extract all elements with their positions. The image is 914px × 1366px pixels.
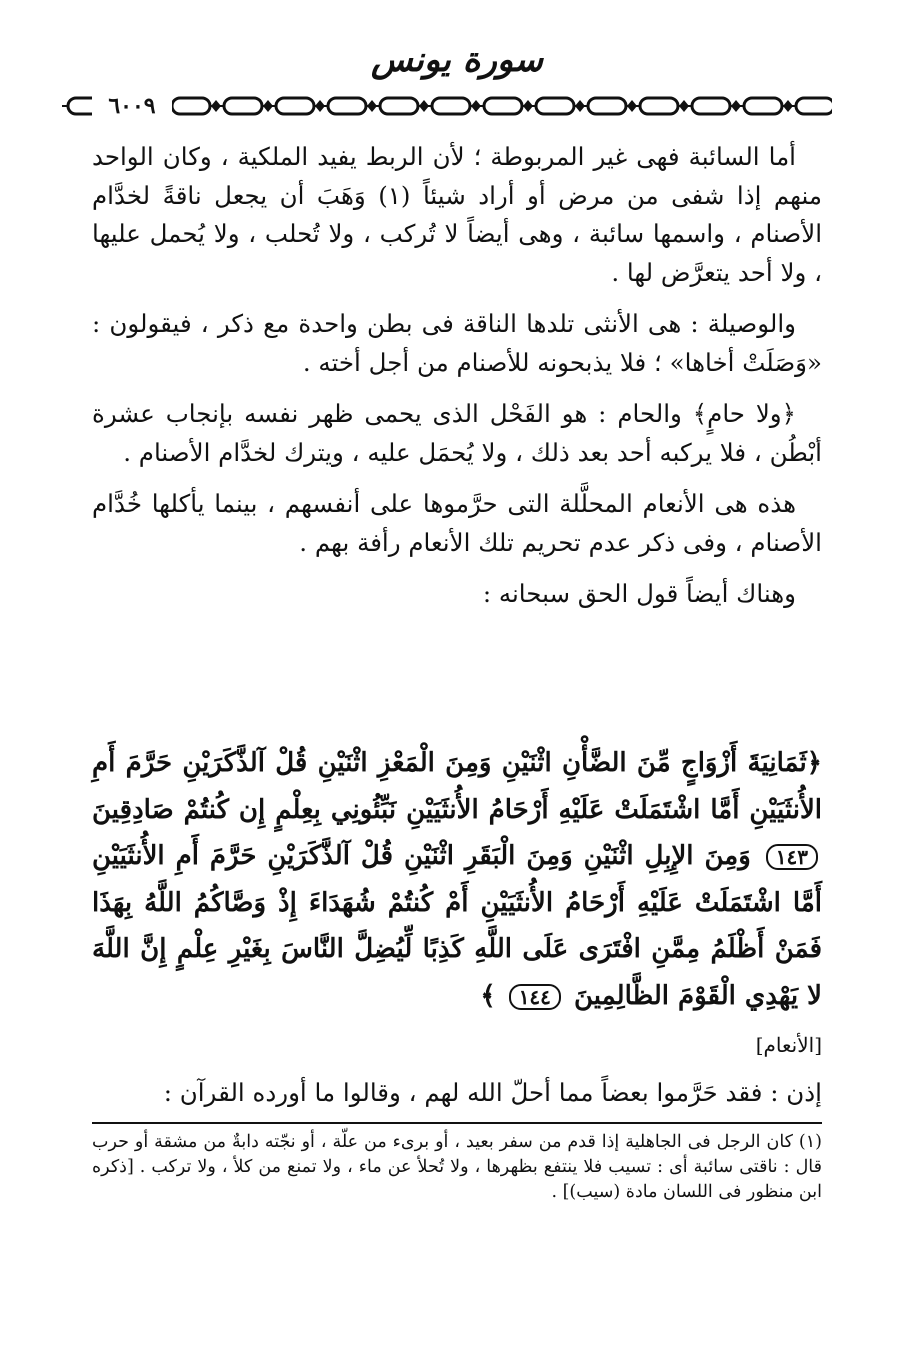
main-text	[92, 138, 822, 627]
paragraph-wasila: والوصيلة : هى الأنثى تلدها الناقة فى بطن واحدة مع ذكر ، فيقولون : «وَصَلَتْ أخاها» ؛ فلا يذبحونه للأصنام من أجل أخته .	[92, 309, 822, 377]
paragraph-saiba: أما السائبة فهى غير المربوطة ؛ لأن الربط يفيد الملكية ، وكان الواحد منهم إذا شفى من مرض أو أراد شيئاً (١) وَهَبَ أن يجعل ناقةً لخدَّام الأصنام ، واسمها سائبة ، وهى أيضاً لا تُركب ، ولا تُحلب ، ولا يُحمل عليها ، ولا أحد يتعرَّض لها .	[92, 142, 822, 287]
footnote-divider	[92, 1122, 822, 1124]
surah-title: سورة يونس	[371, 40, 543, 80]
verse-number-143: ١٤٣	[766, 844, 818, 870]
paragraph-anaam: هذه هى الأنعام المحلَّلة التى حرَّموها على أنفسهم ، بينما يأكلها خُدَّام الأصنام ، وفى ذكر عدم تحريم تلك الأنعام رأفة بهم .	[92, 489, 822, 557]
quran-verses	[92, 740, 822, 1019]
verse-number-144: ١٤٤	[509, 984, 561, 1010]
verse-text-143: ﴿ثَمَانِيَةَ أَزْوَاجٍ مِّنَ الضَّأْنِ اثْنَيْنِ وَمِنَ الْمَعْزِ اثْنَيْنِ قُلْ آلذَّكَرَيْنِ حَرَّمَ أَمِ الأُنثَيَيْنِ أَمَّا اشْتَمَلَتْ عَلَيْهِ أَرْحَامُ الأُنثَيَيْنِ نَبِّئُونِي بِعِلْمٍ إِن كُنتُمْ صَادِقِينَ	[92, 748, 822, 825]
verse-close-bracket: ﴾	[480, 980, 496, 1011]
surah-reference: [الأنعام]	[755, 1033, 822, 1057]
paragraph-ham: ﴿ولا حامٍ﴾ والحام : هو الفَحْل الذى يحمى ظهر نفسه بإنجاب عشرة أبْطُن ، فلا يركبه أحد بعد ذلك ، ولا يُحمَل عليه ، ويترك لخدَّام الأصنام .	[92, 399, 822, 467]
footnote	[92, 1130, 822, 1205]
chain-ornament-icon	[62, 92, 832, 120]
page-number: ٦٠٠٩	[92, 92, 172, 120]
verse-text-144: وَمِنَ الإِبِلِ اثْنَيْنِ وَمِنَ الْبَقَرِ اثْنَيْنِ قُلْ آلذَّكَرَيْنِ حَرَّمَ أَمِ الأُنثَيَيْنِ أَمَّا اشْتَمَلَتْ عَلَيْهِ أَرْحَامُ الأُنثَيَيْنِ أَمْ كُنتُمْ شُهَدَاءَ إِذْ وَصَّاكُمُ اللَّهُ بِهَذَا فَمَنْ أَظْلَمُ مِمَّنِ افْتَرَى عَلَى اللَّهِ كَذِبًا لِّيُضِلَّ النَّاسَ بِغَيْرِ عِلْمٍ إِنَّ اللَّهَ لا يَهْدِي الْقَوْمَ الظَّالِمِينَ	[92, 841, 822, 1011]
footnote-text: (١) كان الرجل فى الجاهلية إذا قدم من سفر بعيد ، أو برىء من علّة ، أو نجّته دابةٌ من مشقة أو حرب قال : ناقتى سائبة أى : تسيب فلا ينتفع بظهرها ، ولا تُحلأ عن ماء ، ولا تمنع من كلأ ، ولا تركب . [ذكره ابن منظور فى اللسان مادة (سيب)] .	[92, 1132, 822, 1202]
closing-paragraph: إذن : فقد حَرَّموا بعضاً مما أحلّ الله لهم ، وقالوا ما أورده القرآن :	[163, 1078, 822, 1107]
paragraph-intro-verse: وهناك أيضاً قول الحق سبحانه :	[482, 579, 796, 608]
ornamental-border	[62, 92, 832, 120]
